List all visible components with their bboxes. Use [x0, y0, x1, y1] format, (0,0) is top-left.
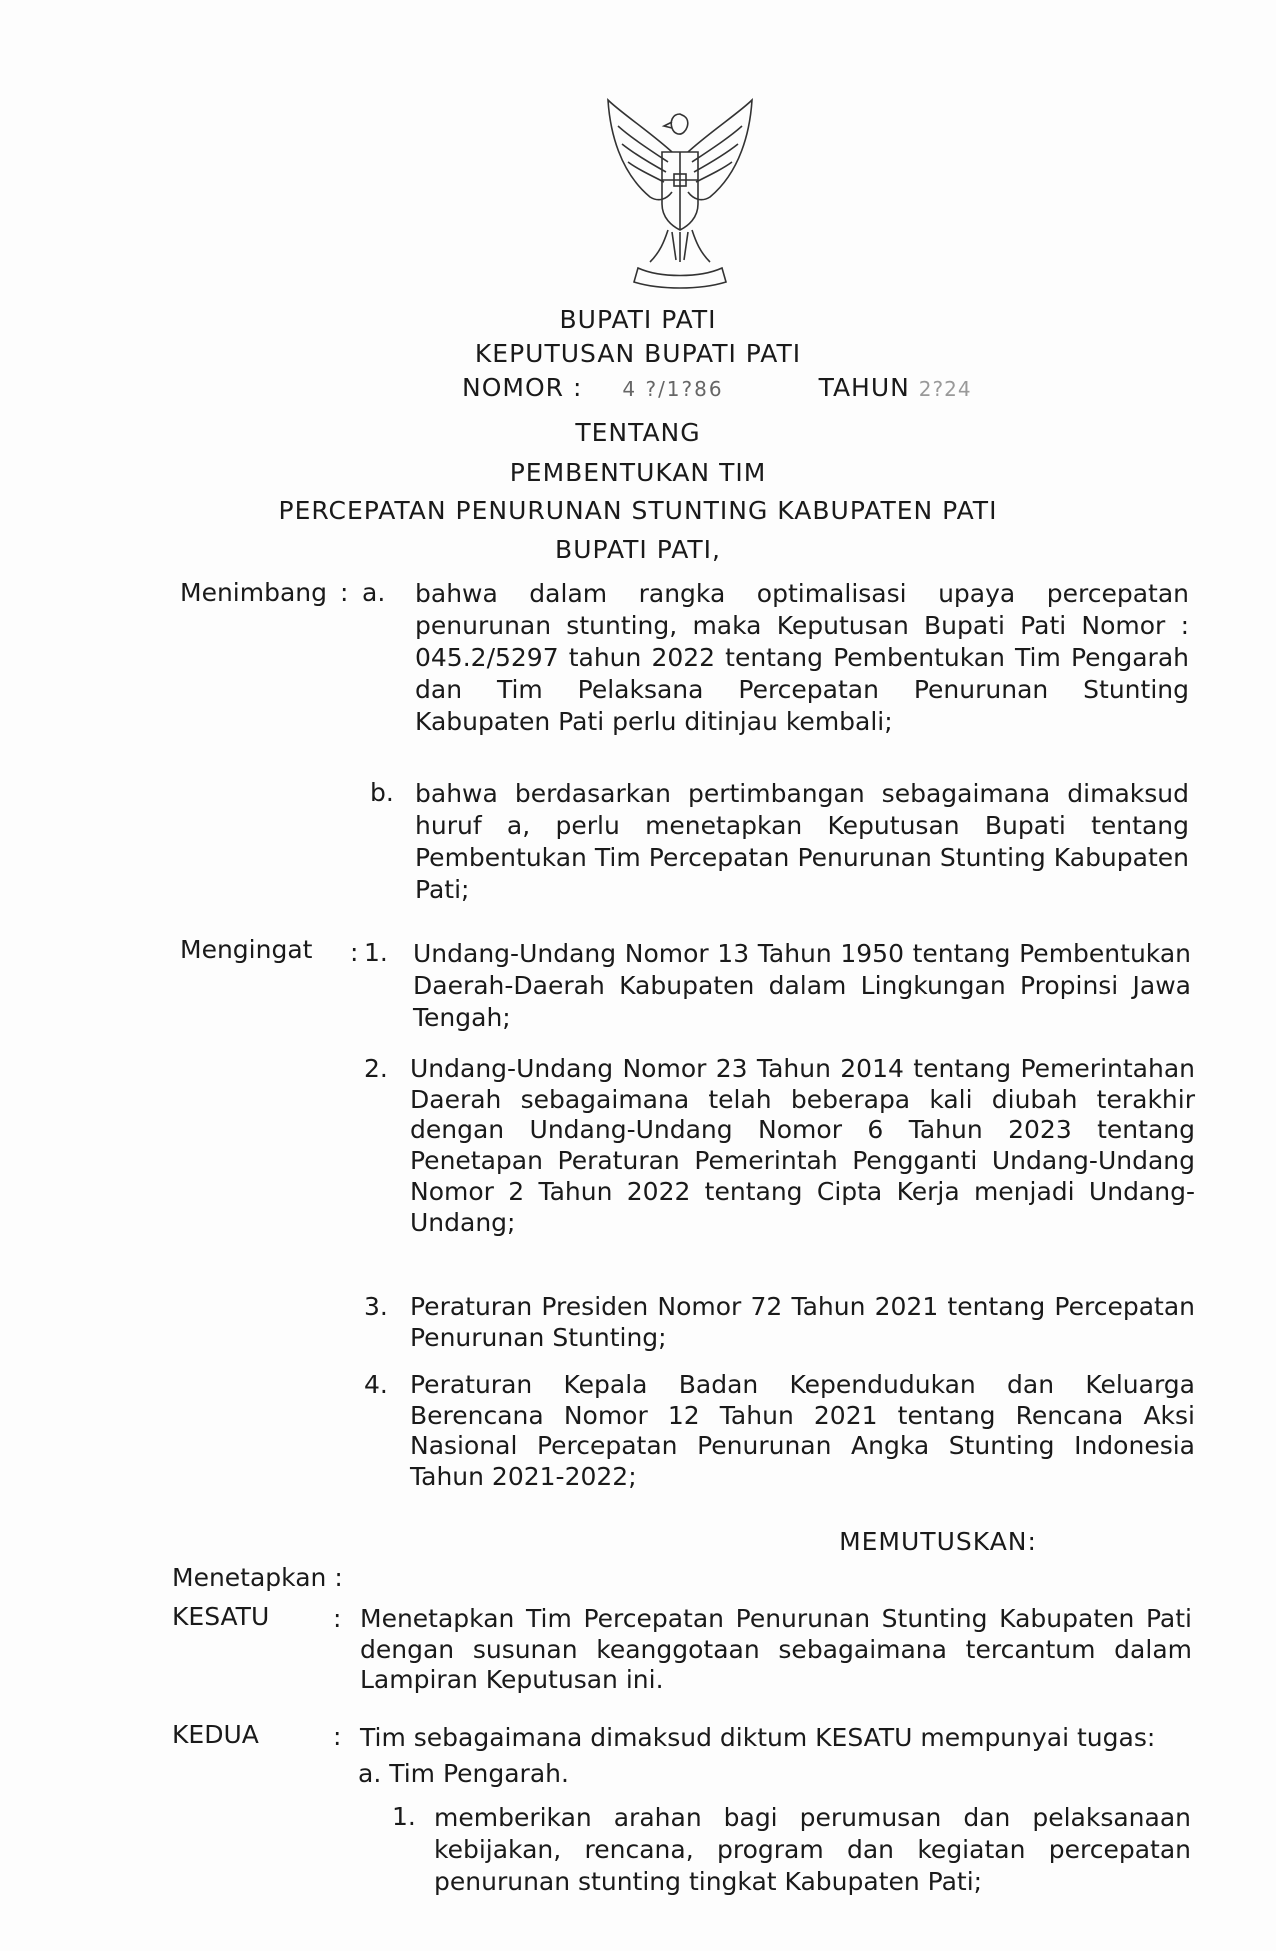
garuda-emblem-icon — [580, 92, 780, 292]
item-marker: a. — [362, 578, 386, 607]
decree-title-line2: PERCEPATAN PENURUNAN STUNTING KABUPATEN PATI — [278, 496, 998, 525]
kedua-text: Tim sebagaimana dimaksud diktum KESATU mempunyai tugas: — [360, 1723, 1156, 1752]
mengingat-item-4: Peraturan Kepala Badan Kependudukan dan Keluarga Berencana Nomor 12 Tahun 2021 tentang Rencana Aksi Nasional Percepatan Penurunan Angka Stunting Indonesia Tahun 2021-2022; — [410, 1370, 1195, 1492]
colon: : — [333, 1722, 342, 1751]
kesatu-label: KESATU — [172, 1602, 270, 1631]
signatory-heading: BUPATI PATI, — [555, 535, 721, 564]
mengingat-item-1: Undang-Undang Nomor 13 Tahun 1950 tentang Pembentukan Daerah-Daerah Kabupaten dalam Lingkungan Propinsi Jawa Tengah; — [413, 939, 1191, 1032]
item-marker: 1. — [392, 1802, 416, 1831]
item-marker: 1. — [364, 938, 388, 967]
mengingat-item-3: Peraturan Presiden Nomor 72 Tahun 2021 tentang Percepatan Penurunan Stunting; — [410, 1292, 1195, 1352]
mengingat-label: Mengingat — [180, 935, 313, 964]
kedua-label: KEDUA — [172, 1720, 259, 1749]
nomor-value: 4 ?/1?86 — [622, 377, 724, 401]
item-marker: 2. — [364, 1054, 388, 1083]
colon: : — [340, 578, 349, 607]
kesatu-text: Menetapkan Tim Percepatan Penurunan Stunting Kabupaten Pati dengan susunan keanggotaan sebagaimana tercantum dalam Lampiran Keputusan ini. — [360, 1604, 1192, 1695]
kedua-item-1: memberikan arahan bagi perumusan dan pelaksanaan kebijakan, rencana, program dan kegiatan percepatan penurunan stunting tingkat Kabupaten Pati; — [434, 1803, 1191, 1896]
memutuskan-heading: MEMUTUSKAN: — [839, 1527, 1037, 1556]
item-marker: 4. — [364, 1370, 388, 1399]
authority-title: BUPATI PATI — [559, 305, 717, 334]
menimbang-item-a: bahwa dalam rangka optimalisasi upaya percepatan penurunan stunting, maka Keputusan Bupati Pati Nomor : 045.2/5297 tahun 2022 tentang Pembentukan Tim Pengarah dan Tim Pelaksana Percepatan Penurunan Stunting Kabupaten Pati perlu ditinjau kembali; — [415, 579, 1189, 736]
item-marker: 3. — [364, 1292, 388, 1321]
decree-title-line1: PEMBENTUKAN TIM — [509, 458, 767, 487]
item-marker: b. — [370, 778, 394, 807]
colon: : — [350, 938, 359, 967]
menimbang-item-b: bahwa berdasarkan pertimbangan sebagaimana dimaksud huruf a, perlu menetapkan Keputusan Bupati tentang Pembentukan Tim Percepatan Penurunan Stunting Kabupaten Pati; — [415, 779, 1189, 904]
colon: : — [333, 1604, 342, 1633]
document-type: KEPUTUSAN BUPATI PATI — [474, 339, 802, 368]
kedua-sub-a: a. Tim Pengarah. — [358, 1759, 569, 1788]
menimbang-label: Menimbang — [180, 578, 327, 607]
mengingat-item-2: Undang-Undang Nomor 23 Tahun 2014 tentang Pemerintahan Daerah sebagaimana telah beberapa kali diubah terakhir dengan Undang-Undang Nomor 6 Tahun 2023 tentang Penetapan Peraturan Pemerintah Pengganti Undang-Undang Nomor 2 Tahun 2022 tentang Cipta Kerja menjadi Undang-Undang; — [410, 1054, 1195, 1237]
menetapkan-label: Menetapkan : — [172, 1563, 343, 1592]
tahun-value: 2?24 — [918, 377, 972, 401]
nomor-label: NOMOR : — [462, 373, 583, 402]
decree-number-line — [462, 373, 1062, 402]
tentang-heading: TENTANG — [575, 418, 701, 447]
tahun-label: TAHUN — [818, 373, 910, 402]
